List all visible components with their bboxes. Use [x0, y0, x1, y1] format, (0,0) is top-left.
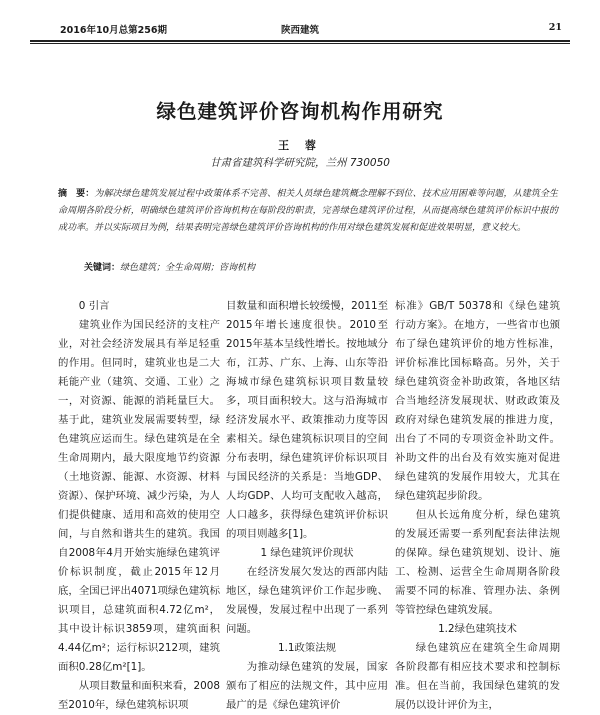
- paragraph: 目数量和面积增长较缓慢，2011至2015年增长速度很快。2010至2015年基本呈线性增长。按地域分布，江苏、广东、上海、山东等沿海城市绿色建筑标识项目数量较多，项目面积较大。这与沿海城市经济发展水平、政策推动力度等因素相关。绿色建筑标识项目的空间分布表明，绿色建筑评价标识项目与国民经济的关系是：当地GDP、人均GDP、人均可支配收入越高，人口越多，获得绿色建筑评价标识的项目则越多[1]。: [226, 300, 388, 540]
- page-number: 21: [548, 22, 562, 33]
- section-heading-policy: 1.1政策法规: [277, 642, 337, 654]
- abstract-label: 摘 要：: [58, 189, 95, 199]
- section-heading-status: 1 绿色建筑评价现状: [260, 547, 354, 559]
- body-column-2: [226, 297, 388, 715]
- abstract: [58, 186, 558, 237]
- section-heading-technology: 1.2绿色建筑技术: [438, 623, 517, 635]
- issue-info: 2016年10月总第256期: [60, 25, 167, 36]
- section-heading-intro: 0 引言: [78, 300, 110, 312]
- author-affiliation: 甘肃省建筑科学研究院，兰州 730050: [210, 157, 390, 169]
- body-column-3: [395, 297, 560, 715]
- article-title: 绿色建筑评价咨询机构作用研究: [156, 100, 444, 123]
- abstract-text: 为解决绿色建筑发展过程中政策体系不完善、相关人员绿色建筑概念理解不到位、技术应用困难等问题，从建筑全生命周期各阶段分析，明确绿色建筑评价咨询机构在每阶段的职责，完善绿色建筑评价过程，从而提高绿色建筑评价标识中报的成功率。并以实际项目为例，结果表明完善绿色建筑评价咨询机构的作用对绿色建筑发展和促进效果明显，意义较大。: [58, 189, 558, 233]
- paragraph: 绿色建筑应在建筑全生命周期各阶段都有相应技术要求和控制标准。但在当前，我国绿色建筑的发展仍以设计评价为主，: [395, 642, 560, 711]
- journal-name: 陕西建筑: [280, 25, 319, 36]
- paragraph: 为推动绿色建筑的发展，国家颁布了相应的法规文件，其中应用最广的是《绿色建筑评价: [226, 661, 388, 711]
- header-rule-thin: [30, 43, 570, 44]
- paragraph: 从项目数量和面积来看，2008至2010年，绿色建筑标识项: [58, 680, 220, 711]
- paragraph: 但从长远角度分析，绿色建筑的发展还需要一系列配套法律法规的保障。绿色建筑规划、设计、施工、检测、运营全生命周期各阶段需要不同的标准、管理办法、条例等管控绿色建筑发展。: [395, 509, 560, 616]
- author-name: 王 蓉: [278, 139, 322, 152]
- page-header: [30, 22, 570, 38]
- paragraph: 建筑业作为国民经济的支柱产业，对社会经济发展具有举足轻重的作用。但同时，建筑业也是二大耗能产业（建筑、交通、工业）之一，对资源、能源的消耗量巨大。基于此，建筑业发展需要转型，绿色建筑应运而生。绿色建筑是在全生命周期内，最大限度地节约资源（土地资源、能源、水资源、材料资源）、保护环境、减少污染，为人们提供健康、适用和高效的使用空间，与自然和谐共生的建筑。我国自2008年4月开始实施绿色建筑评价标识制度，截止2015年12月底，全国已评出4071项绿色建筑标识项目，总建筑面积4.72亿m²，其中设计标识3859项，建筑面积4.44亿m²；运行标识212项，建筑面积0.28亿m²[1]。: [58, 319, 220, 673]
- paragraph: 标准》GB/T 50378和《绿色建筑行动方案》。在地方，一些省市也颁布了绿色建筑评价的地方性标准，评价标准比国标略高。另外，关于绿色建筑资金补助政策，各地区结合当地经济发展现状、财政政策及政府对绿色建筑发展的推进力度，出台了不同的专项资金补助文件。补助文件的出台及有效实施对促进绿色建筑的发展作用较大，尤其在绿色建筑起步阶段。: [395, 300, 560, 502]
- header-rule: [30, 40, 570, 42]
- body-column-1: [58, 297, 220, 715]
- keywords: [84, 260, 558, 273]
- paragraph: 在经济发展欠发达的西部内陆地区，绿色建筑评价工作起步晚、发展慢，发展过程中出现了一系列问题。: [226, 566, 388, 635]
- keywords-text: 绿色建筑；全生命周期；咨询机构: [120, 263, 256, 273]
- keywords-label: 关键词：: [84, 263, 121, 273]
